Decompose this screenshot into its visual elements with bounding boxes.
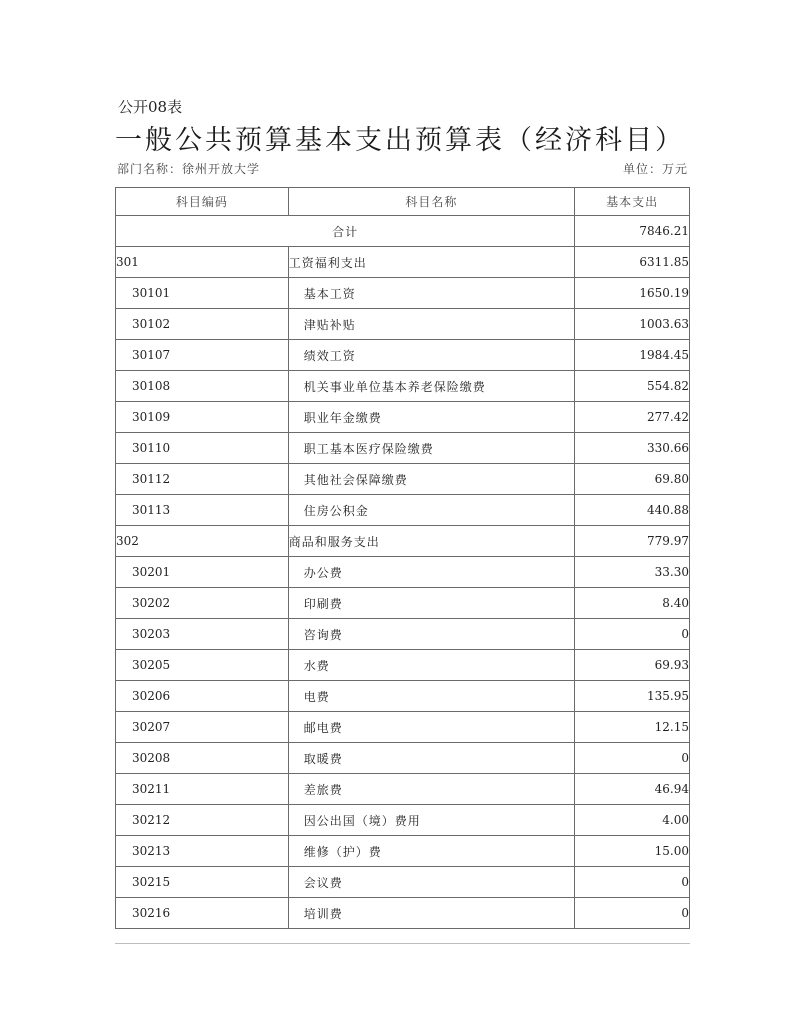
row-amount: 33.30 (575, 557, 690, 588)
budget-table (115, 187, 690, 929)
table-row (116, 712, 690, 743)
row-code: 30108 (116, 371, 289, 402)
row-name: 邮电费 (288, 712, 574, 743)
row-name: 职工基本医疗保险缴费 (288, 433, 574, 464)
row-name: 商品和服务支出 (288, 526, 574, 557)
row-amount: 15.00 (575, 836, 690, 867)
row-code: 30102 (116, 309, 289, 340)
page-title: 一般公共预算基本支出预算表（经济科目） (115, 125, 685, 156)
table-row (116, 402, 690, 433)
footer-divider (115, 943, 690, 944)
row-amount: 6311.85 (575, 247, 690, 278)
row-name: 绩效工资 (288, 340, 574, 371)
table-row (116, 278, 690, 309)
row-name: 机关事业单位基本养老保险缴费 (288, 371, 574, 402)
row-code: 30205 (116, 650, 289, 681)
row-code: 30211 (116, 774, 289, 805)
department-name: 部门名称：徐州开放大学 (117, 162, 261, 176)
table-row (116, 526, 690, 557)
row-amount: 277.42 (575, 402, 690, 433)
row-amount: 69.93 (575, 650, 690, 681)
row-code: 30207 (116, 712, 289, 743)
row-amount: 779.97 (575, 526, 690, 557)
row-code: 30113 (116, 495, 289, 526)
table-row (116, 619, 690, 650)
table-row (116, 495, 690, 526)
row-code: 30109 (116, 402, 289, 433)
table-header-row (116, 188, 690, 216)
row-code: 30206 (116, 681, 289, 712)
table-row (116, 650, 690, 681)
row-amount: 46.94 (575, 774, 690, 805)
total-amount: 7846.21 (575, 216, 690, 247)
row-name: 会议费 (288, 867, 574, 898)
row-amount: 0 (575, 743, 690, 774)
row-code: 302 (116, 526, 289, 557)
row-name: 工资福利支出 (288, 247, 574, 278)
row-name: 住房公积金 (288, 495, 574, 526)
row-name: 办公费 (288, 557, 574, 588)
row-name: 因公出国（境）费用 (288, 805, 574, 836)
row-name: 维修（护）费 (288, 836, 574, 867)
table-row (116, 247, 690, 278)
row-code: 30107 (116, 340, 289, 371)
table-row (116, 557, 690, 588)
row-amount: 1650.19 (575, 278, 690, 309)
row-amount: 0 (575, 619, 690, 650)
table-row (116, 743, 690, 774)
row-name: 印刷费 (288, 588, 574, 619)
row-name: 培训费 (288, 898, 574, 929)
row-name: 电费 (288, 681, 574, 712)
row-amount: 69.80 (575, 464, 690, 495)
header-code: 科目编码 (116, 188, 289, 216)
row-name: 职业年金缴费 (288, 402, 574, 433)
row-amount: 0 (575, 898, 690, 929)
table-row (116, 433, 690, 464)
row-code: 30110 (116, 433, 289, 464)
row-code: 30101 (116, 278, 289, 309)
row-amount: 554.82 (575, 371, 690, 402)
table-row (116, 371, 690, 402)
table-row (116, 867, 690, 898)
table-row (116, 681, 690, 712)
row-amount: 4.00 (575, 805, 690, 836)
row-name: 差旅费 (288, 774, 574, 805)
row-amount: 0 (575, 867, 690, 898)
row-code: 30212 (116, 805, 289, 836)
total-label: 合计 (116, 216, 575, 247)
row-amount: 440.88 (575, 495, 690, 526)
row-code: 30112 (116, 464, 289, 495)
row-amount: 12.15 (575, 712, 690, 743)
table-row (116, 464, 690, 495)
table-row (116, 805, 690, 836)
table-row (116, 309, 690, 340)
row-code: 301 (116, 247, 289, 278)
row-code: 30208 (116, 743, 289, 774)
row-name: 津贴补贴 (288, 309, 574, 340)
table-row (116, 588, 690, 619)
row-name: 基本工资 (288, 278, 574, 309)
row-name: 取暖费 (288, 743, 574, 774)
row-amount: 1984.45 (575, 340, 690, 371)
row-amount: 1003.63 (575, 309, 690, 340)
row-name: 其他社会保障缴费 (288, 464, 574, 495)
header-name: 科目名称 (288, 188, 574, 216)
table-row (116, 836, 690, 867)
total-row (116, 216, 690, 247)
table-row (116, 898, 690, 929)
row-code: 30215 (116, 867, 289, 898)
row-name: 水费 (288, 650, 574, 681)
form-label: 公开08表 (118, 98, 183, 116)
row-code: 30216 (116, 898, 289, 929)
row-code: 30213 (116, 836, 289, 867)
row-amount: 8.40 (575, 588, 690, 619)
header-amount: 基本支出 (575, 188, 690, 216)
row-amount: 135.95 (575, 681, 690, 712)
row-amount: 330.66 (575, 433, 690, 464)
row-name: 咨询费 (288, 619, 574, 650)
table-row (116, 774, 690, 805)
row-code: 30203 (116, 619, 289, 650)
row-code: 30202 (116, 588, 289, 619)
table-row (116, 340, 690, 371)
row-code: 30201 (116, 557, 289, 588)
unit-label: 单位：万元 (622, 162, 688, 176)
